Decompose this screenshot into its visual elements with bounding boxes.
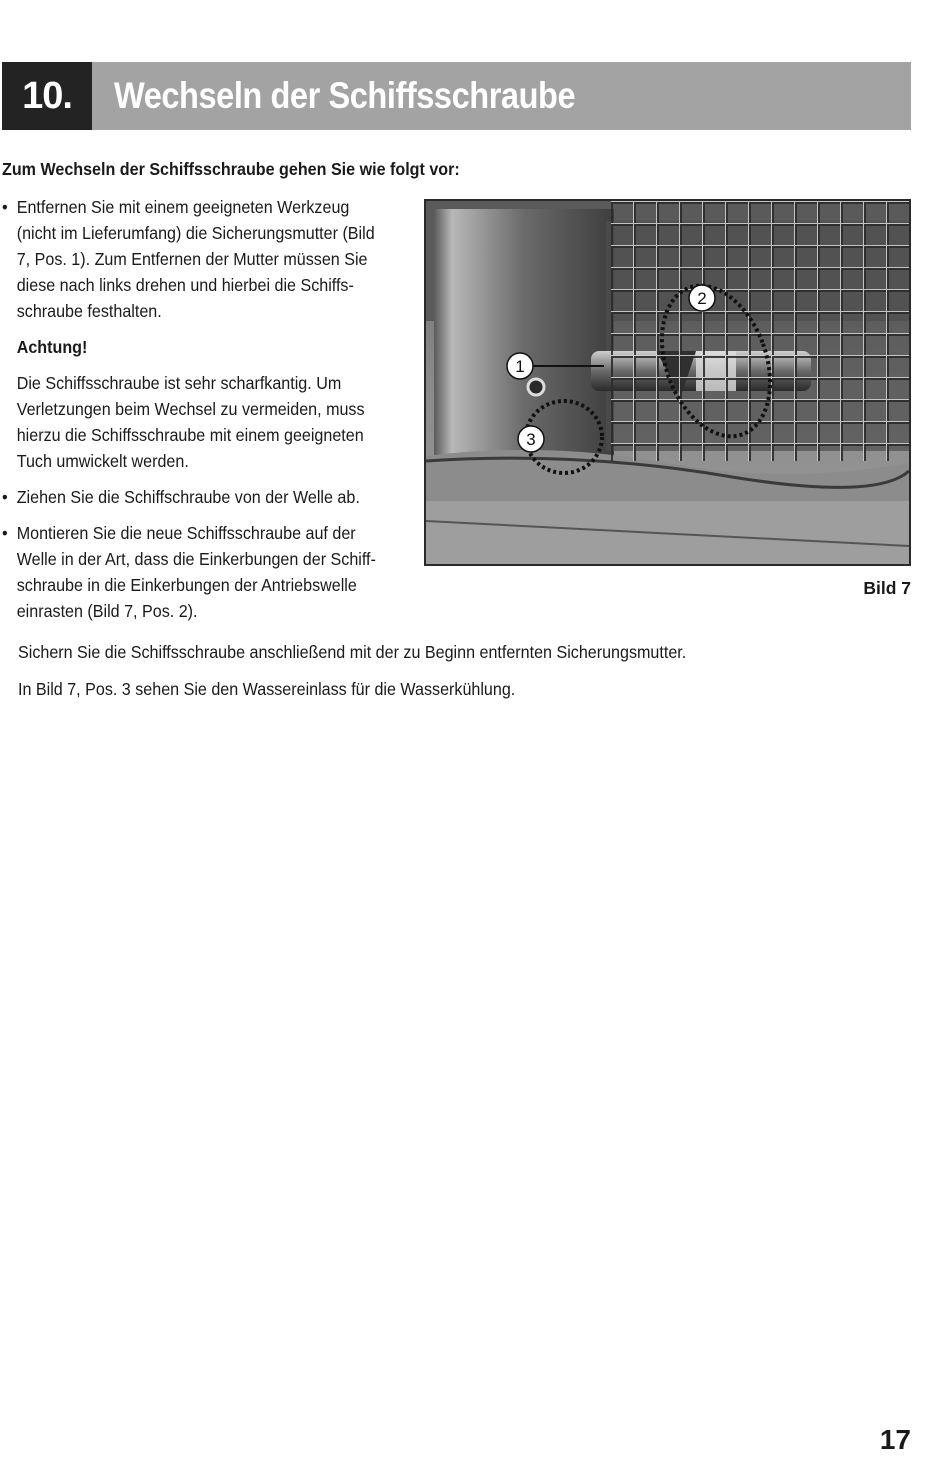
text-line: Montieren Sie die neue Schiffsschraube auf der <box>16 523 356 543</box>
svg-text:3: 3 <box>526 430 536 449</box>
svg-text:1: 1 <box>515 357 525 376</box>
figure-caption: Bild 7 <box>863 578 911 598</box>
text-line: Verletzungen beim Wechsel zu vermeiden, muss <box>16 399 365 419</box>
text-line: Entfernen Sie mit einem geeigneten Werkzeug <box>16 197 350 217</box>
warning-text <box>2 370 400 474</box>
text-line: Die Schiffsschraube ist sehr scharfkantig. Um <box>16 373 342 393</box>
step-mount-new <box>2 520 400 624</box>
text-line: diese nach links drehen und hierbei die Schiffs- <box>16 275 354 295</box>
bullet-icon: • <box>2 197 8 217</box>
instructions-column <box>2 194 400 624</box>
marker-2 <box>689 285 715 311</box>
marker-1 <box>507 353 533 379</box>
step-pull-off <box>2 484 400 510</box>
section-number: 10. <box>2 62 92 130</box>
secure-text: Sichern Sie die Schiffsschraube anschließend mit der zu Beginn entfernten Sicherungsmutter. <box>18 642 687 662</box>
text-line: 7, Pos. 1). Zum Entfernen der Mutter müssen Sie <box>16 249 368 269</box>
bullet-icon: • <box>2 523 8 543</box>
warning-heading: Achtung! <box>16 337 88 357</box>
text-line: Tuch umwickelt werden. <box>16 451 189 471</box>
bullet-icon: • <box>2 487 8 507</box>
text-line: schraube festhalten. <box>16 301 162 321</box>
section-title: Wechseln der Schiffsschraube <box>114 75 576 116</box>
section-header <box>2 62 911 130</box>
water-inlet-text: In Bild 7, Pos. 3 sehen Sie den Wassereinlass für die Wasserkühlung. <box>18 679 516 699</box>
text-line: Welle in der Art, dass die Einkerbungen der Schiff- <box>16 549 376 569</box>
propeller-photo <box>424 199 911 566</box>
text-line: Ziehen Sie die Schiffschraube von der Welle ab. <box>16 487 360 507</box>
marker-3 <box>518 426 544 452</box>
page-number: 17 <box>879 1424 911 1455</box>
intro-text: Zum Wechseln der Schiffsschraube gehen Sie wie folgt vor: <box>2 159 460 179</box>
step-remove-nut <box>2 194 400 324</box>
svg-text:2: 2 <box>697 289 707 308</box>
text-line: (nicht im Lieferumfang) die Sicherungsmutter (Bild <box>16 223 375 243</box>
text-line: einrasten (Bild 7, Pos. 2). <box>16 601 198 621</box>
text-line: hierzu die Schiffsschraube mit einem geeigneten <box>16 425 364 445</box>
text-line: schraube in die Einkerbungen der Antriebswelle <box>16 575 357 595</box>
